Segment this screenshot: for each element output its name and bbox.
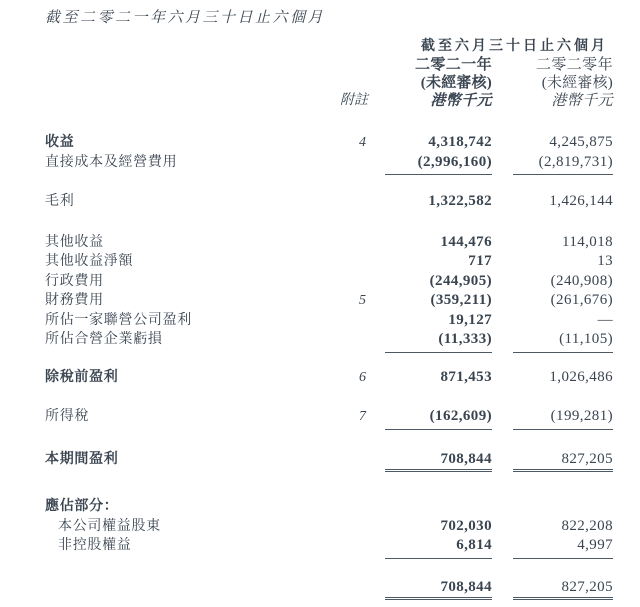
- table-row-finance-costs: [45, 291, 640, 311]
- row-value-2021: 6,814: [385, 536, 492, 559]
- row-note: [340, 497, 366, 517]
- row-note: 5: [359, 293, 366, 308]
- table-row-share-of-associate: [45, 311, 640, 331]
- header-audit-2021: (未經審核): [420, 75, 492, 91]
- row-note: 6: [359, 369, 366, 385]
- header-period: 截至六月三十日止六個月: [421, 39, 608, 54]
- header-period-row: [45, 38, 640, 56]
- row-label: 本期間盈利: [45, 451, 119, 467]
- row-label: 所得稅: [45, 409, 90, 424]
- row-value-2020: (11,105): [513, 330, 613, 353]
- header-spacer: [340, 56, 366, 74]
- table-row-profit-before-tax: [45, 368, 640, 388]
- header-note-label: 附註: [340, 93, 368, 108]
- header-audit-2020: (未經審核): [541, 75, 613, 91]
- header-year-row: [45, 56, 640, 74]
- row-value-2021: 702,030: [440, 517, 492, 534]
- income-statement-table: [45, 133, 640, 598]
- row-value-2021: 717: [468, 253, 492, 269]
- row-value-2021: [385, 497, 492, 517]
- row-value-2021: (244,905): [429, 272, 492, 289]
- header-spacer: [45, 74, 340, 92]
- row-label: [45, 578, 340, 599]
- table-row-gross-profit: [45, 192, 640, 212]
- row-label: 非控股權益: [58, 538, 132, 553]
- table-row-other-income: [45, 233, 640, 253]
- row-value-2020: 822,208: [561, 517, 613, 534]
- row-label: 所佔一家聯營公司盈利: [45, 312, 192, 328]
- row-value-2020: 4,997: [513, 536, 613, 559]
- row-value-2020: 827,205: [513, 578, 613, 599]
- header-audit-row: [45, 74, 640, 92]
- header-unit-2021: 港幣千元: [430, 93, 492, 109]
- row-value-2020: 1,026,486: [549, 368, 613, 385]
- row-note: [340, 536, 366, 559]
- row-value-2020: 4,245,875: [549, 134, 613, 150]
- row-value-2020: 1,426,144: [549, 193, 613, 209]
- page-title: 截至二零二一年六月三十日止六個月: [45, 10, 326, 26]
- row-label: 財務費用: [45, 293, 104, 308]
- row-note: [340, 272, 366, 292]
- row-value-2020: 13: [597, 253, 613, 269]
- row-label: 除稅前盈利: [45, 369, 119, 385]
- row-value-2020: 827,205: [513, 450, 613, 471]
- row-note: [340, 233, 366, 253]
- header-unit-row: [45, 92, 640, 110]
- row-value-2021: 4,318,742: [428, 134, 492, 150]
- row-value-2020: —: [597, 311, 613, 328]
- row-value-2021: (2,996,160): [385, 153, 492, 176]
- table-row-total: [45, 578, 640, 599]
- table-row-non-controlling-interests: [45, 536, 640, 559]
- row-value-2021: 708,844: [385, 450, 492, 471]
- row-note: [340, 192, 366, 212]
- row-note: [340, 153, 366, 176]
- row-label: 其他收益: [45, 234, 104, 250]
- row-value-2021: 871,453: [440, 368, 492, 385]
- table-row-equity-shareholders: [45, 517, 640, 537]
- row-note: [340, 517, 366, 537]
- row-label: 所佔合營企業虧損: [45, 332, 163, 347]
- header-spacer: [45, 56, 340, 74]
- table-row-revenue: [45, 133, 640, 153]
- row-value-2021: 1,322,582: [428, 193, 492, 209]
- table-row-share-of-jv-loss: [45, 330, 640, 353]
- row-label: 應佔部分：: [45, 499, 119, 514]
- row-label: 毛利: [45, 194, 75, 209]
- row-value-2021: (162,609): [385, 407, 492, 430]
- table-row-profit-for-period: [45, 450, 640, 471]
- row-note: [340, 252, 366, 272]
- table-row-income-tax: [45, 407, 640, 430]
- row-value-2020: 114,018: [562, 233, 613, 250]
- row-label: 行政費用: [45, 273, 104, 289]
- row-value-2020: (2,819,731): [513, 153, 613, 176]
- row-value-2021: 19,127: [448, 311, 492, 328]
- header-year-2021: 二零二一年: [414, 57, 492, 73]
- row-note: [340, 330, 366, 353]
- header-unit-2020: 港幣千元: [551, 93, 613, 109]
- row-value-2021: (11,333): [385, 330, 492, 353]
- row-note: 4: [359, 135, 366, 150]
- row-value-2020: (261,676): [550, 292, 613, 308]
- row-value-2021: 708,844: [385, 578, 492, 599]
- row-label: 本公司權益股東: [58, 518, 161, 534]
- table-row-admin-expenses: [45, 272, 640, 292]
- row-note: [340, 578, 366, 599]
- row-value-2020: [513, 497, 613, 517]
- header-year-2020: 二零二零年: [535, 57, 613, 73]
- row-value-2020: (199,281): [513, 407, 613, 430]
- row-note: 7: [359, 409, 366, 424]
- row-label: 收益: [45, 135, 75, 150]
- row-note: [340, 450, 366, 471]
- header-spacer: [45, 92, 340, 110]
- table-row-direct-costs: [45, 153, 640, 176]
- row-value-2021: (359,211): [430, 292, 492, 308]
- header-spacer: [340, 74, 366, 92]
- table-row-attributable-heading: [45, 497, 640, 517]
- row-value-2020: (240,908): [550, 272, 613, 289]
- row-label: 其他收益淨額: [45, 254, 134, 269]
- row-value-2021: 144,476: [440, 233, 492, 250]
- table-header: [45, 38, 640, 110]
- table-row-other-net-income: [45, 252, 640, 272]
- row-label: 直接成本及經營費用: [45, 154, 178, 170]
- row-note: [340, 311, 366, 331]
